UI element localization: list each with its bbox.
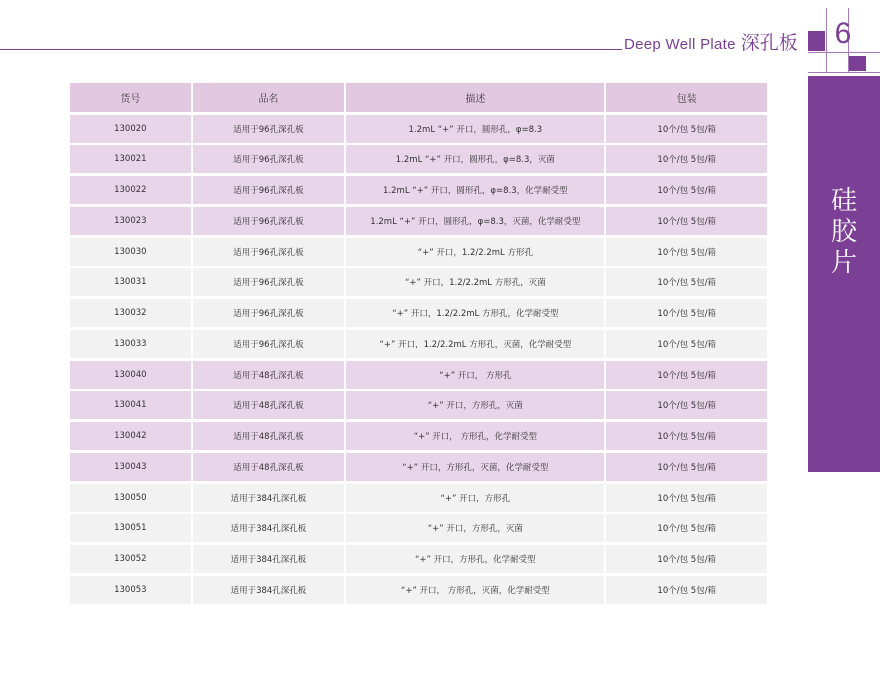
cell-product: 适用于96孔深孔板 (193, 268, 345, 296)
cell-packaging: 10个/包 5包/箱 (606, 330, 767, 358)
header-cell-product: 品名 (193, 83, 345, 112)
cell-product: 适用于96孔深孔板 (193, 299, 345, 327)
cell-product: 适用于384孔深孔板 (193, 576, 345, 604)
table-row (70, 145, 767, 173)
cell-description: “+” 开口，方形孔，灭菌 (346, 514, 604, 542)
cell-item-no: 130023 (70, 207, 191, 235)
table-row (70, 361, 767, 389)
cell-product: 适用于48孔深孔板 (193, 391, 345, 419)
corner-square (808, 31, 825, 51)
cell-description: “+” 开口， 方形孔 (346, 361, 604, 389)
cell-description: “+” 开口，方形孔，灭菌，化学耐受型 (346, 453, 604, 481)
cell-description: “+” 开口， 方形孔，化学耐受型 (346, 422, 604, 450)
cell-description: “+” 开口， 方形孔，灭菌，化学耐受型 (346, 576, 604, 604)
page-title (624, 28, 798, 52)
cell-product: 适用于48孔深孔板 (193, 453, 345, 481)
table-row (70, 207, 767, 235)
cell-packaging: 10个/包 5包/箱 (606, 145, 767, 173)
cell-product: 适用于96孔深孔板 (193, 238, 345, 266)
table-body (70, 115, 767, 604)
cell-product: 适用于48孔深孔板 (193, 422, 345, 450)
cell-item-no: 130031 (70, 268, 191, 296)
table-row (70, 268, 767, 296)
cell-product: 适用于384孔深孔板 (193, 514, 345, 542)
cell-description: 1.2mL “+” 开口，圆形孔，φ=8.3 (346, 115, 604, 143)
table-row (70, 453, 767, 481)
cell-product: 适用于96孔深孔板 (193, 115, 345, 143)
page-title-en: Deep Well Plate (624, 36, 736, 53)
cell-product: 适用于96孔深孔板 (193, 176, 345, 204)
header-cell-description: 描述 (346, 83, 604, 112)
cell-description: “+” 开口，1.2/2.2mL 方形孔，灭菌 (346, 268, 604, 296)
cell-packaging: 10个/包 5包/箱 (606, 391, 767, 419)
cell-packaging: 10个/包 5包/箱 (606, 361, 767, 389)
cell-product: 适用于384孔深孔板 (193, 545, 345, 573)
header-cell-item-no: 货号 (70, 83, 191, 112)
side-tab-char: 片 (830, 248, 857, 278)
cell-item-no: 130020 (70, 115, 191, 143)
cell-product: 适用于96孔深孔板 (193, 145, 345, 173)
table-row (70, 299, 767, 327)
cell-packaging: 10个/包 5包/箱 (606, 238, 767, 266)
cell-item-no: 130022 (70, 176, 191, 204)
cell-product: 适用于48孔深孔板 (193, 361, 345, 389)
side-tab-char: 硅 (830, 186, 857, 216)
cell-item-no: 130052 (70, 545, 191, 573)
table-row (70, 545, 767, 573)
cell-item-no: 130032 (70, 299, 191, 327)
cell-description: “+” 开口，方形孔，灭菌 (346, 391, 604, 419)
cell-packaging: 10个/包 5包/箱 (606, 115, 767, 143)
header-rule (0, 49, 622, 50)
cell-product: 适用于96孔深孔板 (193, 207, 345, 235)
cell-item-no: 130043 (70, 453, 191, 481)
cell-packaging: 10个/包 5包/箱 (606, 545, 767, 573)
cell-description: 1.2mL “+” 开口，圆形孔，φ=8.3，化学耐受型 (346, 176, 604, 204)
cell-item-no: 130041 (70, 391, 191, 419)
cell-packaging: 10个/包 5包/箱 (606, 268, 767, 296)
cell-packaging: 10个/包 5包/箱 (606, 299, 767, 327)
table-row (70, 576, 767, 604)
table-row (70, 238, 767, 266)
cell-description: “+” 开口，1.2/2.2mL 方形孔，灭菌，化学耐受型 (346, 330, 604, 358)
table-row (70, 115, 767, 143)
cell-packaging: 10个/包 5包/箱 (606, 207, 767, 235)
cell-packaging: 10个/包 5包/箱 (606, 422, 767, 450)
corner-grid-line (826, 8, 827, 72)
cell-product: 适用于96孔深孔板 (193, 330, 345, 358)
table-row (70, 176, 767, 204)
product-table (70, 83, 767, 607)
cell-description: 1.2mL “+” 开口，圆形孔，φ=8.3，灭菌，化学耐受型 (346, 207, 604, 235)
cell-product: 适用于384孔深孔板 (193, 484, 345, 512)
table-row (70, 484, 767, 512)
cell-packaging: 10个/包 5包/箱 (606, 484, 767, 512)
cell-item-no: 130033 (70, 330, 191, 358)
cell-packaging: 10个/包 5包/箱 (606, 576, 767, 604)
cell-item-no: 130051 (70, 514, 191, 542)
corner-grid-line (808, 72, 880, 73)
corner-square (849, 56, 866, 71)
table-row (70, 330, 767, 358)
side-tab-label (808, 186, 880, 279)
cell-item-no: 130040 (70, 361, 191, 389)
cell-item-no: 130021 (70, 145, 191, 173)
header-cell-packaging: 包装 (606, 83, 767, 112)
cell-item-no: 130030 (70, 238, 191, 266)
cell-description: “+” 开口，1.2/2.2mL 方形孔，化学耐受型 (346, 299, 604, 327)
cell-description: “+” 开口，1.2/2.2mL 方形孔 (346, 238, 604, 266)
page-number: 6 (834, 17, 852, 50)
cell-packaging: 10个/包 5包/箱 (606, 453, 767, 481)
side-tab-char: 胶 (830, 217, 857, 247)
table-row (70, 391, 767, 419)
cell-description: 1.2mL “+” 开口，圆形孔，φ=8.3，灭菌 (346, 145, 604, 173)
cell-item-no: 130042 (70, 422, 191, 450)
cell-item-no: 130053 (70, 576, 191, 604)
table-header-row (70, 83, 767, 112)
cell-packaging: 10个/包 5包/箱 (606, 176, 767, 204)
table-row (70, 422, 767, 450)
cell-description: “+” 开口，方形孔，化学耐受型 (346, 545, 604, 573)
table-row (70, 514, 767, 542)
page-title-zh: 深孔板 (740, 32, 798, 54)
cell-description: “+” 开口，方形孔 (346, 484, 604, 512)
cell-packaging: 10个/包 5包/箱 (606, 514, 767, 542)
cell-item-no: 130050 (70, 484, 191, 512)
